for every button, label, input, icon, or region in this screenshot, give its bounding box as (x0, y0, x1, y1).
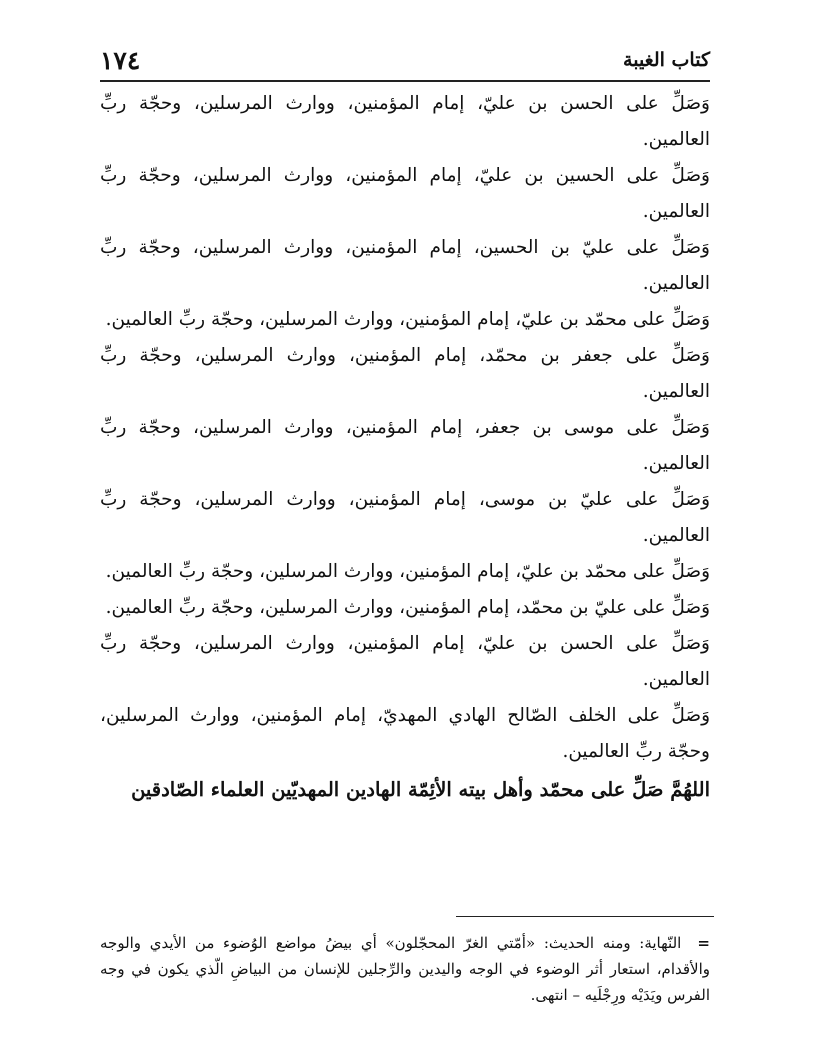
closing-line: اللهُمَّ صَلِّ على محمّد وأهل بيته الأئِمّة الهادين المهديّين العلماء الصّادقين (131, 778, 710, 801)
paragraph: وَصَلِّ على الحسن بن عليّ، إمام المؤمنين، ووارث المرسلين، وحجّة ربِّ العالمين. (100, 93, 710, 150)
paragraph: وَصَلِّ على الحسين بن عليّ، إمام المؤمنين، ووارث المرسلين، وحجّة ربِّ العالمين. (100, 165, 710, 222)
paragraph: وَصَلِّ على محمّد بن عليّ، إمام المؤمنين، ووارث المرسلين، وحجّة ربِّ العالمين. (105, 561, 710, 582)
main-text (100, 86, 710, 808)
footnote-marker: = (697, 934, 710, 952)
paragraph: وَصَلِّ على عليّ بن محمّد، إمام المؤمنين، ووارث المرسلين، وحجّة ربِّ العالمين. (105, 597, 710, 618)
page-header (100, 40, 710, 82)
paragraph: وَصَلِّ على عليّ بن الحسين، إمام المؤمنين، ووارث المرسلين، وحجّة ربِّ العالمين. (100, 237, 710, 294)
footnote (100, 930, 710, 1008)
footnote-text: النّهاية: ومنه الحديث: «أمّتي الغرّ المحجّلون» أي بيضُ مواضع الوُضوء من الأيدي والوجه والأقدام، استعار أثر الوضوء في الوجه واليدين والرِّجلين للإنسان من البياضِ الّذي يكون في وجه الفرس ويَدَيْه ورِجْلَيه – انتهى. (100, 934, 710, 1004)
footnote-divider (456, 916, 714, 917)
paragraph: وَصَلِّ على عليّ بن موسى، إمام المؤمنين، ووارث المرسلين، وحجّة ربِّ العالمين. (100, 489, 710, 546)
paragraph: وَصَلِّ على موسى بن جعفر، إمام المؤمنين، ووارث المرسلين، وحجّة ربِّ العالمين. (100, 417, 710, 474)
paragraph: وَصَلِّ على محمّد بن عليّ، إمام المؤمنين، ووارث المرسلين، وحجّة ربِّ العالمين. (105, 309, 710, 330)
book-title: كتاب الغيبة (623, 49, 710, 71)
page-number: ١٧٤ (100, 45, 141, 75)
paragraph: وَصَلِّ على الحسن بن عليّ، إمام المؤمنين، ووارث المرسلين، وحجّة ربِّ العالمين. (100, 633, 710, 690)
paragraph: وَصَلِّ على الخلف الصّالح الهادي المهديّ، إمام المؤمنين، ووارث المرسلين، وحجّة ربِّ العالمين. (100, 705, 710, 762)
paragraph: وَصَلِّ على جعفر بن محمّد، إمام المؤمنين، ووارث المرسلين، وحجّة ربِّ العالمين. (100, 345, 710, 402)
